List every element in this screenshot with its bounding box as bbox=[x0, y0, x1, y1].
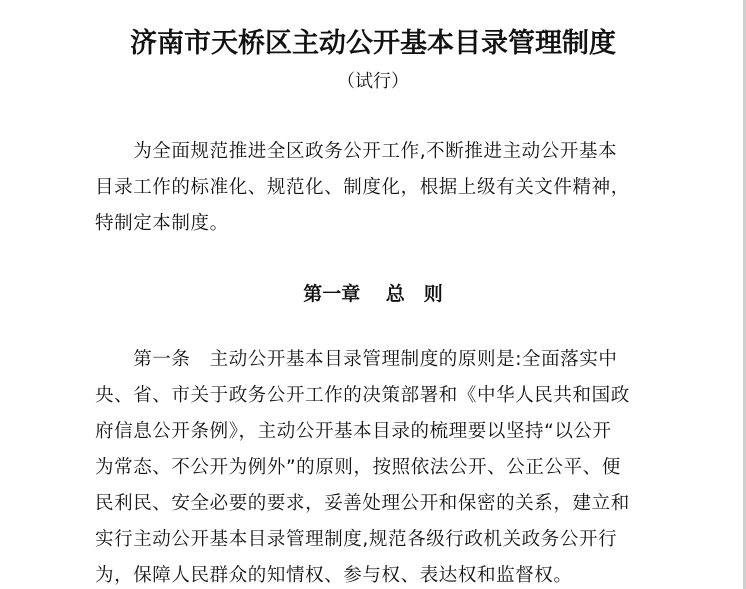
intro-paragraph bbox=[95, 134, 660, 242]
article-line: 府信息公开条例》，主动公开基本目录的梳理要以坚持“以公开 bbox=[95, 421, 612, 442]
document-title: 济南市天桥区主动公开基本目录管理制度 bbox=[130, 28, 616, 59]
article-line: 民利民、安全必要的要求，妥善处理公开和保密的关系，建立和 bbox=[95, 493, 630, 514]
article-line: 为常态、不公开为例外”的原则，按照依法公开、公正公平、便 bbox=[95, 457, 621, 478]
article-one-paragraph bbox=[95, 342, 660, 589]
document-subtitle: （试行） bbox=[337, 71, 409, 92]
article-line: 实行主动公开基本目录管理制度,规范各级行政机关政务公开行 bbox=[95, 529, 618, 550]
article-line: 央、省、市关于政务公开工作的决策部署和《中华人民共和国政 bbox=[95, 385, 630, 406]
intro-line: 为全面规范推进全区政务公开工作,不断推进主动公开基本 bbox=[95, 141, 618, 162]
chapter-heading: 第一章 总 则 bbox=[303, 283, 443, 305]
intro-line: 特制定本制度。 bbox=[95, 213, 229, 234]
article-line: 第一条 主动公开基本目录管理制度的原则是:全面落实中 bbox=[95, 349, 618, 370]
article-line: 为，保障人民群众的知情权、参与权、表达权和监督权。 bbox=[95, 565, 573, 586]
intro-line: 目录工作的标准化、规范化、制度化，根据上级有关文件精神， bbox=[95, 177, 630, 198]
